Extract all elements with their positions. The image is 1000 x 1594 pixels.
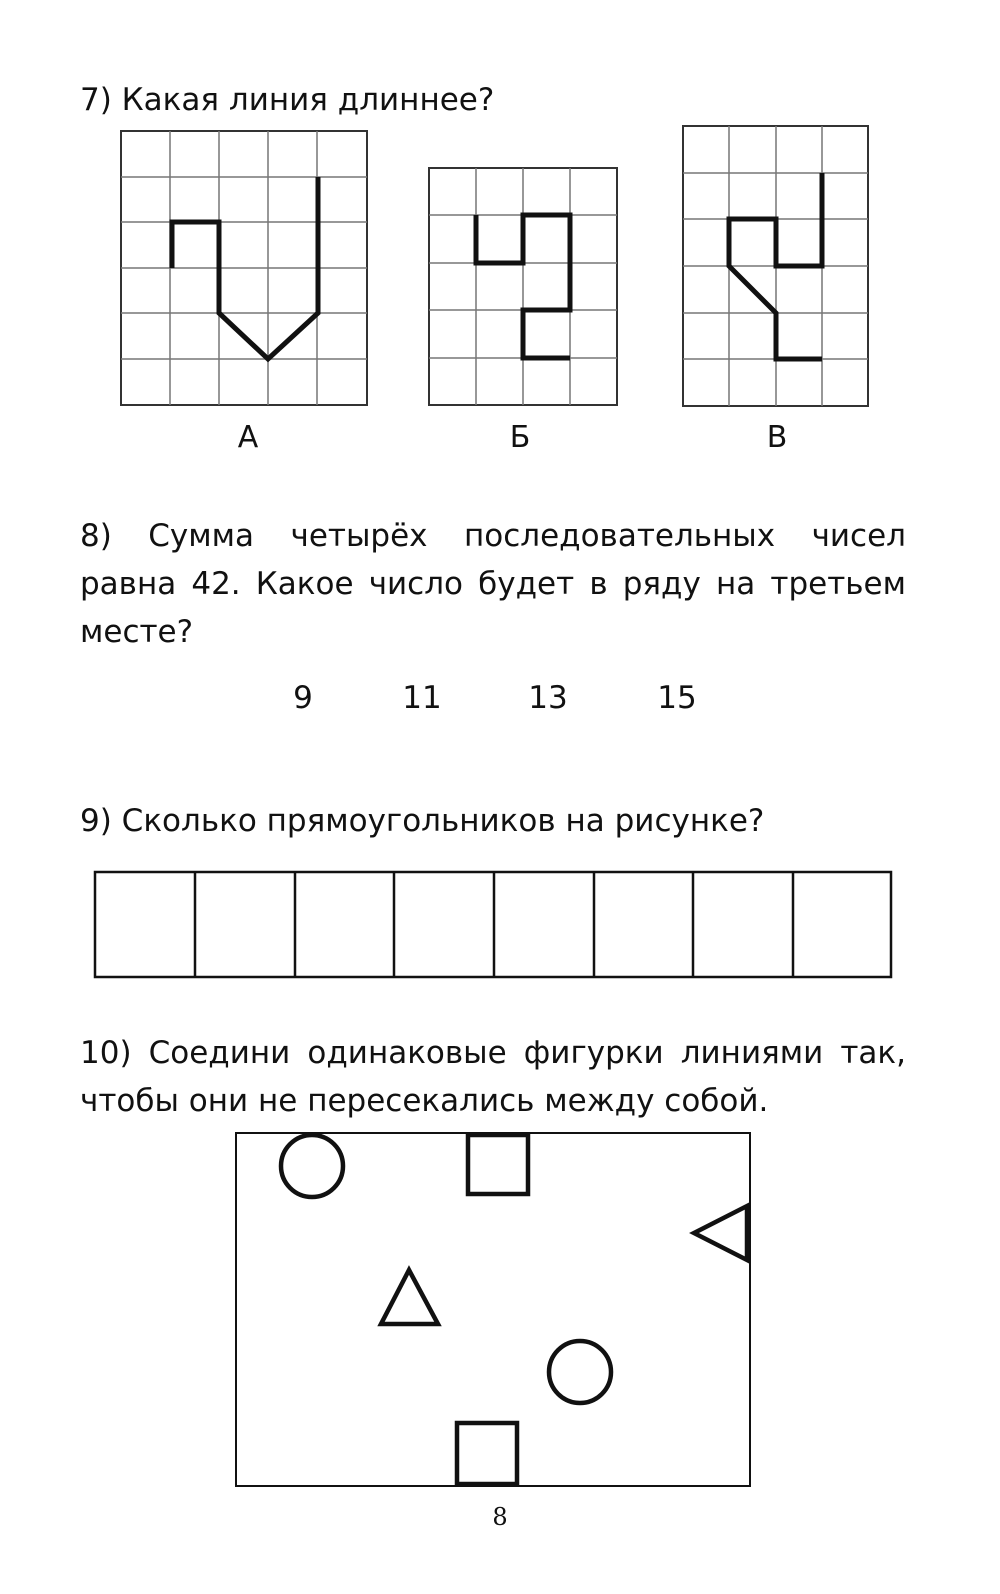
question-7-text: 7) Какая линия длиннее? xyxy=(80,82,495,118)
answer-option: 9 xyxy=(293,680,313,716)
label-a: А xyxy=(237,420,259,455)
answer-option: 11 xyxy=(402,680,442,716)
triangle-up-icon xyxy=(381,1270,438,1324)
label-v: В xyxy=(766,420,788,455)
question-8-line-1: 8) Сумма четырёх последовательных чисел xyxy=(80,518,906,554)
question-8-line-2: равна 42. Какое число будет в ряду на третьем xyxy=(80,566,906,602)
question-10-line-1: 10) Соедини одинаковые фигурки линиями так, xyxy=(80,1035,906,1071)
question-8-line-3: месте? xyxy=(80,614,194,650)
grid-a xyxy=(121,131,367,405)
grid-b xyxy=(429,168,617,405)
rectangles-strip xyxy=(95,872,891,977)
square-icon xyxy=(457,1423,517,1484)
answer-option: 13 xyxy=(528,680,568,716)
triangle-left-icon xyxy=(694,1206,747,1260)
question-10-line-2: чтобы они не пересекались между собой. xyxy=(80,1083,769,1119)
square-icon xyxy=(468,1135,528,1194)
circle-icon xyxy=(549,1341,611,1403)
circle-icon xyxy=(281,1135,343,1197)
label-b: Б xyxy=(509,420,531,455)
page-number: 8 xyxy=(492,1503,508,1531)
question-9-text: 9) Сколько прямоугольников на рисунке? xyxy=(80,803,765,839)
answer-option: 15 xyxy=(657,680,697,716)
shapes-box xyxy=(236,1133,750,1486)
